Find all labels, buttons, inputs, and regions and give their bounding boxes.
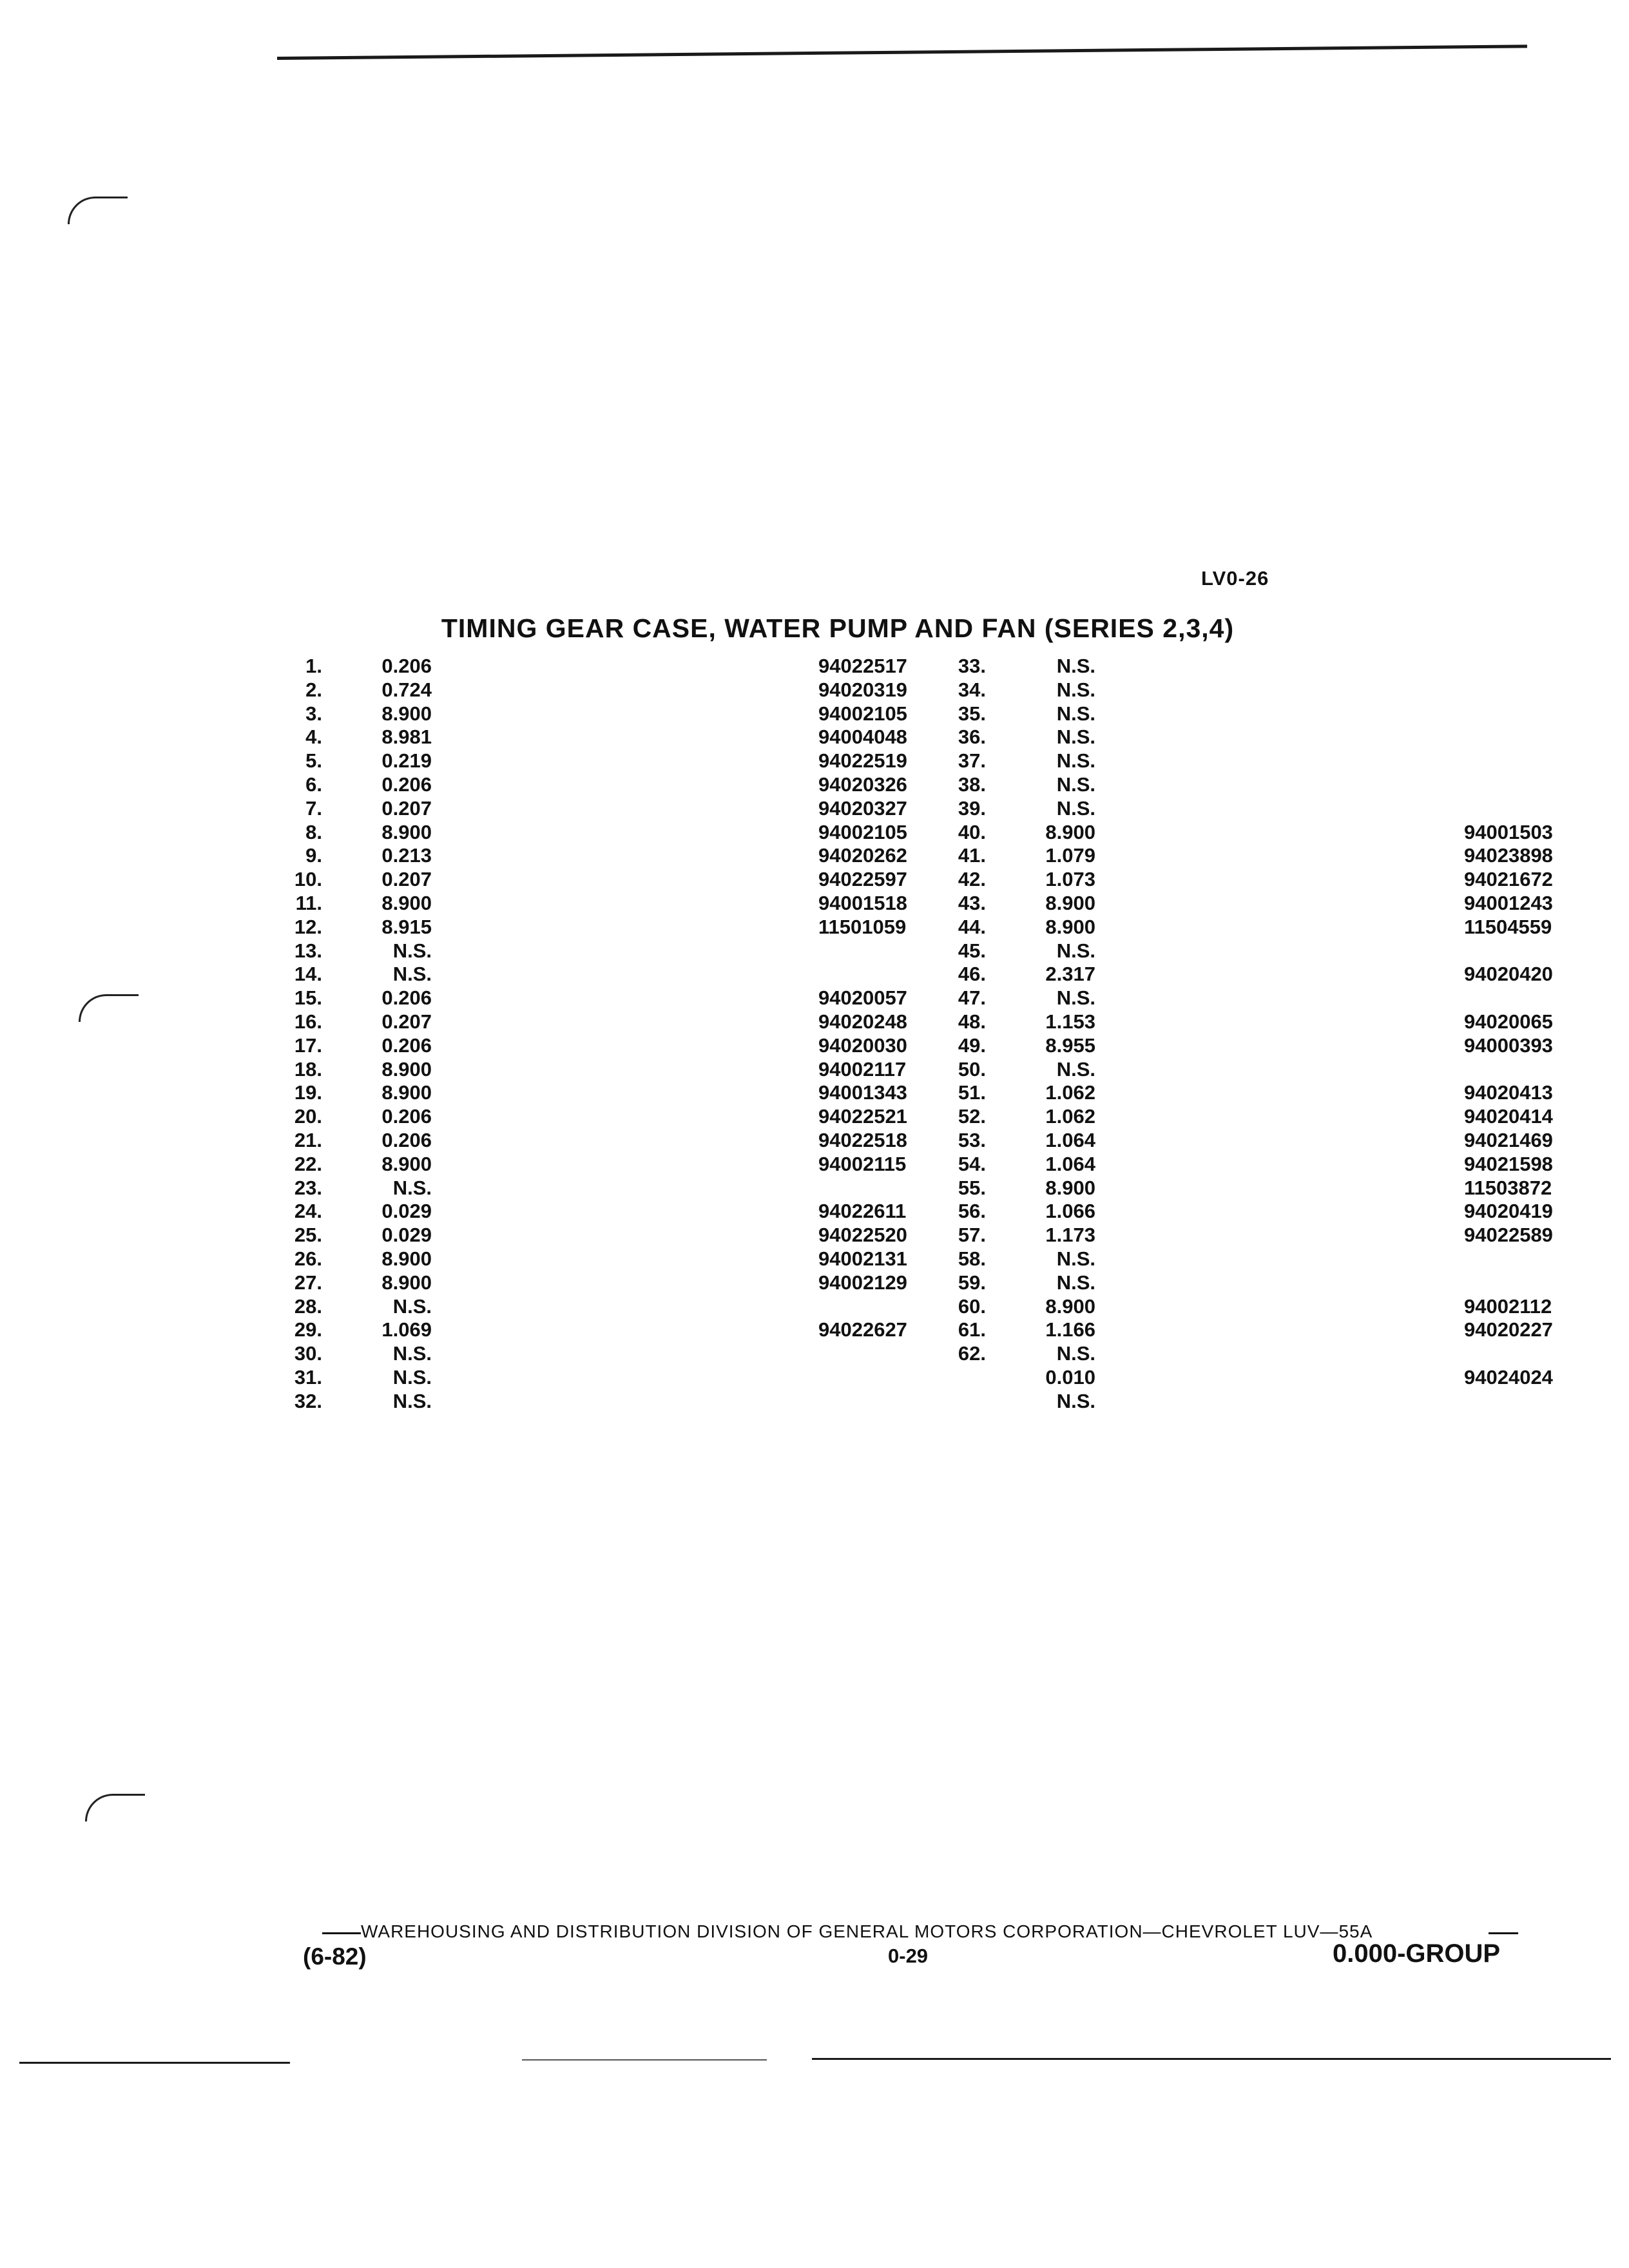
footer-division: WAREHOUSING AND DISTRIBUTION DIVISION OF GENERAL MOTORS CORPORATION—CHEVROLET LUV—55A	[361, 1921, 1373, 1941]
item-code: 1.064	[1045, 1128, 1095, 1151]
list-item	[941, 916, 1559, 939]
part-number: 94020030	[818, 1033, 907, 1057]
list-item	[941, 1153, 1559, 1177]
item-code: 1.166	[1045, 1318, 1095, 1341]
list-item	[284, 773, 907, 797]
footer-page-number: 0-29	[888, 1945, 929, 1967]
item-code: 0.219	[381, 749, 432, 773]
bottom-rule	[19, 2062, 290, 2064]
part-number: 94000393	[1464, 1033, 1553, 1057]
list-item	[284, 1057, 907, 1082]
item-number: 42.	[958, 868, 986, 891]
item-code: N.S.	[1056, 655, 1095, 677]
item-code: 8.900	[381, 1247, 432, 1270]
part-number: 11501059	[818, 915, 907, 938]
item-code: 8.900	[1045, 1294, 1095, 1318]
item-number: 34.	[958, 678, 986, 701]
part-number: 94021469	[1464, 1128, 1553, 1151]
item-code: N.S.	[392, 963, 432, 986]
item-code: 1.069	[381, 1318, 432, 1341]
item-code: 8.900	[381, 891, 432, 914]
part-number: 94022627	[818, 1318, 907, 1341]
part-number: 94004048	[818, 726, 907, 749]
item-number: 27.	[294, 1271, 322, 1294]
item-code: N.S.	[1056, 939, 1095, 962]
list-item	[284, 1366, 889, 1390]
item-number: 24.	[294, 1200, 322, 1223]
list-item	[941, 1295, 1559, 1319]
list-item	[284, 1318, 907, 1342]
list-item	[941, 1010, 1559, 1034]
item-number: 51.	[958, 1081, 986, 1104]
footer-dash-left	[322, 1932, 361, 1934]
part-number: 94022520	[818, 1224, 907, 1247]
item-number: 5.	[305, 749, 322, 773]
list-item	[941, 1318, 1559, 1342]
punch-mark	[79, 994, 139, 1022]
footer-dash-right	[1489, 1932, 1518, 1934]
item-code: 0.206	[381, 1105, 432, 1128]
list-item	[284, 726, 907, 749]
item-number: 46.	[958, 963, 986, 986]
list-item	[284, 986, 907, 1010]
list-item	[941, 1034, 1559, 1058]
item-number: 60.	[958, 1294, 986, 1318]
item-code: N.S.	[1056, 726, 1095, 749]
list-item	[284, 1128, 907, 1153]
item-number: 53.	[958, 1128, 986, 1151]
list-item	[284, 1177, 889, 1200]
part-number: 94020065	[1464, 1010, 1553, 1033]
item-number: 25.	[294, 1224, 322, 1247]
item-code: 0.206	[381, 1033, 432, 1057]
top-rule	[277, 44, 1527, 60]
list-item	[284, 891, 907, 916]
part-number: 94002112	[1464, 1294, 1552, 1318]
item-code: 1.062	[1045, 1105, 1095, 1128]
item-code: 1.062	[1045, 1081, 1095, 1104]
item-code: N.S.	[1056, 1271, 1095, 1294]
item-number: 30.	[294, 1342, 322, 1365]
list-item	[941, 821, 1559, 845]
list-item	[284, 1152, 907, 1177]
list-item	[941, 844, 1559, 868]
item-code: 2.317	[1045, 963, 1095, 986]
part-number: 94001503	[1464, 820, 1553, 843]
item-code: 1.173	[1045, 1224, 1095, 1247]
item-code: 1.079	[1045, 844, 1095, 867]
list-item	[941, 773, 1559, 797]
list-item	[941, 1342, 1559, 1366]
list-item	[941, 1081, 1559, 1105]
list-item	[941, 1271, 1559, 1295]
part-number: 94001243	[1464, 891, 1553, 914]
item-number: 8.	[305, 820, 322, 843]
item-number: 61.	[958, 1318, 986, 1341]
item-code: N.S.	[1056, 986, 1095, 1010]
part-number: 94022521	[818, 1105, 907, 1128]
item-code: 0.029	[381, 1224, 432, 1247]
item-code: 8.900	[1045, 820, 1095, 843]
list-item	[284, 963, 889, 986]
item-number: 58.	[958, 1247, 986, 1270]
item-number: 38.	[958, 773, 986, 796]
item-code: N.S.	[392, 1389, 432, 1412]
item-number: 19.	[294, 1081, 322, 1104]
footer-date: (6-82)	[303, 1943, 367, 1970]
item-number: 43.	[958, 891, 986, 914]
list-item	[941, 1177, 1559, 1200]
item-code: 0.029	[381, 1200, 432, 1223]
item-number: 31.	[294, 1365, 322, 1389]
page-title: TIMING GEAR CASE, WATER PUMP AND FAN (SERIES 2,3,4)	[441, 613, 1235, 643]
item-number: 47.	[958, 986, 986, 1010]
list-item	[941, 892, 1559, 916]
item-code: 0.724	[381, 678, 432, 701]
item-number: 15.	[294, 986, 322, 1010]
part-number: 11503872	[1464, 1176, 1552, 1199]
item-code: N.S.	[1056, 773, 1095, 796]
part-number: 94020262	[818, 844, 907, 867]
item-number: 35.	[958, 702, 986, 725]
list-item	[284, 1390, 889, 1414]
part-number: 94020227	[1464, 1318, 1553, 1341]
item-code: N.S.	[392, 939, 432, 962]
item-code: 1.153	[1045, 1010, 1095, 1033]
item-number: 37.	[958, 749, 986, 773]
list-item	[941, 1390, 1559, 1414]
item-number: 57.	[958, 1224, 986, 1247]
list-item	[284, 702, 907, 726]
part-number: 94020327	[818, 796, 907, 820]
parts-list-left	[284, 655, 907, 1414]
item-number: 36.	[958, 726, 986, 749]
item-number: 41.	[958, 844, 986, 867]
part-number: 11504559	[1464, 915, 1552, 938]
item-code: 8.900	[1045, 1176, 1095, 1199]
item-code: N.S.	[392, 1342, 432, 1365]
item-number: 3.	[305, 702, 322, 725]
item-number: 48.	[958, 1010, 986, 1033]
list-item	[284, 1224, 907, 1247]
part-number: 94020419	[1464, 1200, 1553, 1223]
item-code: N.S.	[1056, 1057, 1095, 1081]
item-number: 54.	[958, 1152, 986, 1175]
item-code: 8.915	[381, 915, 432, 938]
item-number: 9.	[305, 844, 322, 867]
item-code: 0.207	[381, 1010, 432, 1033]
item-code: N.S.	[1056, 1342, 1095, 1365]
item-number: 12.	[294, 915, 322, 938]
list-item	[284, 749, 907, 773]
list-item	[284, 1033, 907, 1058]
list-item	[941, 1058, 1559, 1082]
list-item	[941, 678, 1559, 702]
item-number: 52.	[958, 1105, 986, 1128]
list-item	[284, 1271, 907, 1295]
item-code: 1.066	[1045, 1200, 1095, 1223]
item-number: 32.	[294, 1389, 322, 1412]
part-number: 94002115	[818, 1152, 907, 1175]
item-code: 0.207	[381, 868, 432, 891]
list-item	[284, 655, 907, 678]
part-number: 94024024	[1464, 1365, 1553, 1389]
list-item	[941, 797, 1559, 821]
item-code: 8.955	[1045, 1033, 1095, 1057]
bottom-rule	[522, 2059, 767, 2061]
list-item	[284, 1247, 907, 1271]
item-number: 1.	[305, 655, 322, 677]
item-number: 2.	[305, 678, 322, 701]
part-number: 94022611	[818, 1200, 907, 1223]
list-item	[941, 939, 1559, 963]
part-number: 94002117	[818, 1057, 907, 1081]
item-number: 45.	[958, 939, 986, 962]
item-number: 49.	[958, 1033, 986, 1057]
parts-list-right	[941, 655, 1559, 1414]
item-code: 8.900	[381, 1081, 432, 1104]
item-code: 1.064	[1045, 1152, 1095, 1175]
item-number: 14.	[294, 963, 322, 986]
list-item	[941, 655, 1559, 678]
item-number: 22.	[294, 1152, 322, 1175]
item-code: 8.900	[381, 820, 432, 843]
list-item	[941, 868, 1559, 892]
item-number: 28.	[294, 1294, 322, 1318]
item-number: 21.	[294, 1128, 322, 1151]
item-number: 20.	[294, 1105, 322, 1128]
bottom-rule	[812, 2058, 1611, 2060]
item-number: 6.	[305, 773, 322, 796]
item-number: 56.	[958, 1200, 986, 1223]
part-number: 94001518	[818, 891, 907, 914]
item-number: 59.	[958, 1271, 986, 1294]
list-item	[284, 1295, 889, 1319]
part-number: 94022518	[818, 1128, 907, 1151]
item-code: 0.206	[381, 986, 432, 1010]
part-number: 94001343	[818, 1081, 907, 1104]
item-number: 4.	[305, 726, 322, 749]
item-code: 0.213	[381, 844, 432, 867]
part-number: 94020326	[818, 773, 907, 796]
part-number: 94020414	[1464, 1105, 1553, 1128]
item-code: N.S.	[1056, 796, 1095, 820]
part-number: 94002105	[818, 820, 907, 843]
item-code: 8.900	[381, 702, 432, 725]
item-number: 33.	[958, 655, 986, 677]
part-number: 94022519	[818, 749, 907, 773]
item-code: N.S.	[392, 1294, 432, 1318]
item-code: 8.981	[381, 726, 432, 749]
part-number: 94023898	[1464, 844, 1553, 867]
list-item	[284, 1200, 907, 1224]
list-item	[284, 796, 907, 821]
list-item	[941, 1224, 1559, 1247]
list-item	[941, 963, 1559, 986]
item-code: N.S.	[1056, 702, 1095, 725]
item-number: 7.	[305, 796, 322, 820]
item-number: 50.	[958, 1057, 986, 1081]
part-number: 94002105	[818, 702, 907, 725]
list-item	[284, 1010, 907, 1034]
part-number: 94020057	[818, 986, 907, 1010]
list-item	[941, 1105, 1559, 1129]
footer-group: 0.000-GROUP	[1333, 1939, 1501, 1968]
list-item	[941, 1247, 1559, 1271]
item-code: 0.010	[1045, 1365, 1095, 1389]
part-number: 94021598	[1464, 1152, 1553, 1175]
item-code: N.S.	[1056, 678, 1095, 701]
punch-mark	[68, 197, 128, 224]
list-item	[941, 749, 1559, 773]
item-number: 17.	[294, 1033, 322, 1057]
item-number: 29.	[294, 1318, 322, 1341]
list-item	[284, 868, 907, 892]
list-item	[941, 1129, 1559, 1153]
item-code: 1.073	[1045, 868, 1095, 891]
item-code: 8.900	[381, 1152, 432, 1175]
item-code: N.S.	[1056, 1247, 1095, 1270]
item-code: 0.207	[381, 796, 432, 820]
item-number: 39.	[958, 796, 986, 820]
list-item	[284, 915, 907, 939]
list-item	[941, 986, 1559, 1010]
item-number: 18.	[294, 1057, 322, 1081]
item-code: N.S.	[1056, 1389, 1095, 1412]
item-code: 0.206	[381, 655, 432, 677]
part-number: 94020413	[1464, 1081, 1553, 1104]
list-item	[284, 1105, 907, 1129]
item-number: 13.	[294, 939, 322, 962]
part-number: 94022589	[1464, 1224, 1553, 1247]
item-code: 0.206	[381, 773, 432, 796]
list-item	[284, 1081, 907, 1105]
item-number: 10.	[294, 868, 322, 891]
list-item	[284, 678, 907, 702]
item-number: 11.	[295, 891, 322, 914]
item-code: 8.900	[1045, 915, 1095, 938]
item-number: 44.	[958, 915, 986, 938]
item-number: 16.	[294, 1010, 322, 1033]
item-number: 62.	[958, 1342, 986, 1365]
list-item	[941, 1200, 1559, 1224]
item-code: 8.900	[381, 1057, 432, 1081]
punch-mark	[85, 1794, 145, 1821]
list-item	[284, 820, 907, 845]
item-number: 26.	[294, 1247, 322, 1270]
part-number: 94021672	[1464, 868, 1553, 891]
part-number: 94002129	[818, 1271, 907, 1294]
item-number: 55.	[958, 1176, 986, 1199]
part-number: 94022597	[818, 868, 907, 891]
list-item	[284, 1342, 889, 1366]
item-code: N.S.	[1056, 749, 1095, 773]
page-code: LV0-26	[1201, 567, 1269, 590]
item-number: 40.	[958, 820, 986, 843]
list-item	[941, 1366, 1559, 1390]
list-item	[941, 726, 1559, 749]
part-number: 94002131	[818, 1247, 907, 1270]
part-number: 94020248	[818, 1010, 907, 1033]
list-item	[284, 844, 907, 868]
item-code: 8.900	[381, 1271, 432, 1294]
item-code: N.S.	[392, 1365, 432, 1389]
list-item	[941, 702, 1559, 726]
part-number: 94020319	[818, 678, 907, 701]
item-code: 8.900	[1045, 891, 1095, 914]
item-code: 0.206	[381, 1128, 432, 1151]
item-code: N.S.	[392, 1176, 432, 1199]
item-number: 23.	[294, 1176, 322, 1199]
list-item	[284, 939, 889, 963]
part-number: 94022517	[818, 655, 907, 677]
part-number: 94020420	[1464, 963, 1553, 986]
